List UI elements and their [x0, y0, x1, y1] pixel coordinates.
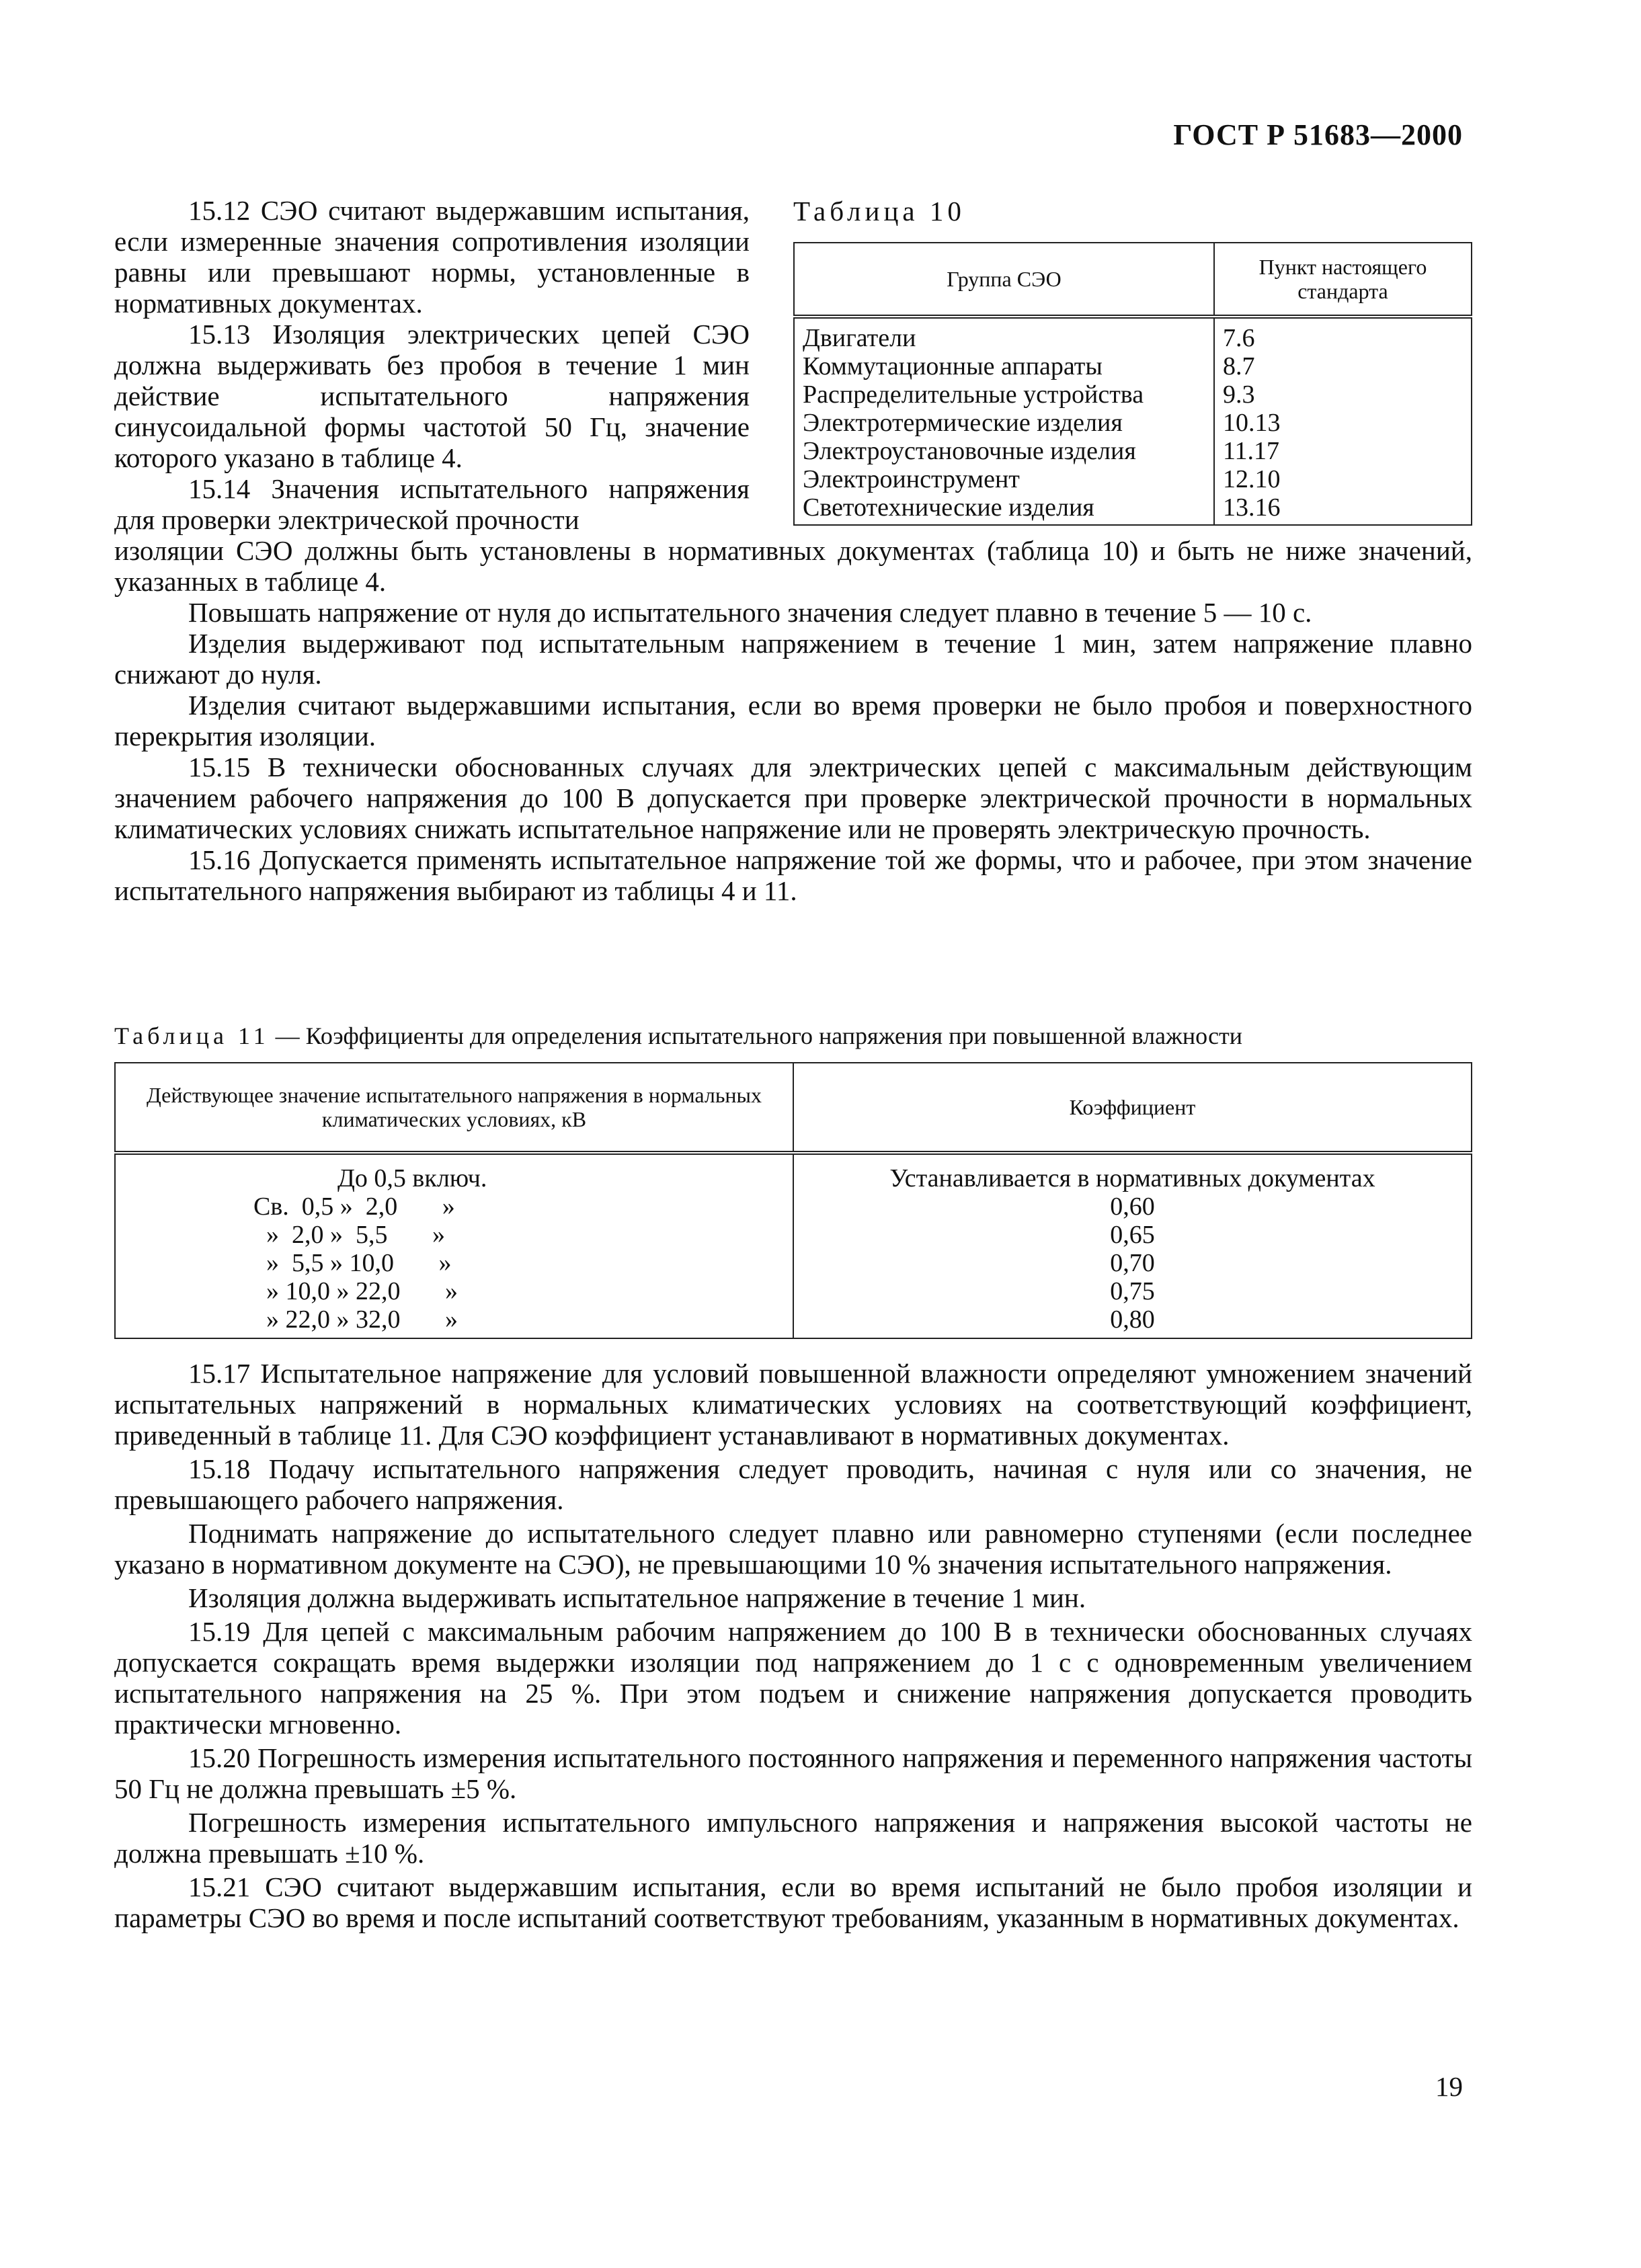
- section-15-12-15-14: [114, 195, 750, 535]
- table-11-caption-label: Таблица 11: [114, 1022, 270, 1049]
- table-row: [115, 1192, 1472, 1221]
- table-cell: 11.17: [1214, 437, 1472, 465]
- table-cell: Св. 0,5 » 2,0 »: [115, 1192, 793, 1221]
- table-11-caption-text: — Коэффициенты для определения испытательного напряжения при повышенной влажности: [269, 1022, 1243, 1049]
- table-cell: 9.3: [1214, 380, 1472, 409]
- table-row: [794, 465, 1472, 493]
- paragraph: 15.15 В технически обоснованных случаях для электрических цепей с максимальным действующим значением рабочего напряжения до 100 В допускается при проверке электрической прочности в нормальных климатических условиях снижать испытательное напряжение или не проверять электрическую прочность.: [114, 752, 1472, 844]
- table-header-cell: Группа СЭО: [794, 243, 1214, 317]
- table-cell: » 2,0 » 5,5 »: [115, 1221, 793, 1249]
- paragraph: Поднимать напряжение до испытательного следует плавно или равномерно ступенями (если последнее указано в нормативном документе на СЭО), не превышающими 10 % значения испытательного напряжения.: [114, 1518, 1472, 1580]
- table-cell: Двигатели: [794, 317, 1214, 352]
- table-cell: Светотехнические изделия: [794, 493, 1214, 525]
- table-cell: 0,60: [793, 1192, 1472, 1221]
- paragraph: 15.21 СЭО считают выдержавшим испытания, если во время испытаний не было пробоя изоляции и параметры СЭО во время и после испытаний соответствуют требованиям, указанным в нормативных документах.: [114, 1871, 1472, 1933]
- table-row: [115, 1221, 1472, 1249]
- paragraph: 15.12 СЭО считают выдержавшим испытания, если измеренные значения сопротивления изоляции равны или превышают нормы, установленные в нормативных документах.: [114, 195, 750, 319]
- table-row: [115, 1277, 1472, 1305]
- table-cell: 10.13: [1214, 409, 1472, 437]
- table-row: [115, 1305, 1472, 1338]
- table-cell: Электротермические изделия: [794, 409, 1214, 437]
- table-row: [794, 409, 1472, 437]
- table-header-cell: Коэффициент: [793, 1063, 1472, 1153]
- document-header: ГОСТ Р 51683—2000: [1173, 118, 1463, 151]
- table-cell: 13.16: [1214, 493, 1472, 525]
- table-10-caption: Таблица 10: [793, 196, 965, 227]
- table-11: [114, 1062, 1472, 1339]
- table-cell: Распределительные устройства: [794, 380, 1214, 409]
- table-cell: Электроинструмент: [794, 465, 1214, 493]
- table-cell: » 10,0 » 22,0 »: [115, 1277, 793, 1305]
- table-cell: 0,80: [793, 1305, 1472, 1338]
- paragraph: Погрешность измерения испытательного импульсного напряжения и напряжения высокой частоты не должна превышать ±10 %.: [114, 1807, 1472, 1869]
- table-header-cell: Пункт настоящего стандарта: [1214, 243, 1472, 317]
- table-10: [793, 242, 1472, 526]
- paragraph: 15.18 Подачу испытательного напряжения следует проводить, начиная с нуля или со значения, не превышающего рабочего напряжения.: [114, 1453, 1472, 1515]
- paragraph-continuation: изоляции СЭО должны быть установлены в нормативных документах (таблица 10) и быть не ниже значений, указанных в таблице 4.: [114, 535, 1472, 597]
- table-cell: » 5,5 » 10,0 »: [115, 1249, 793, 1277]
- paragraph: Изделия считают выдержавшими испытания, если во время проверки не было пробоя и поверхностного перекрытия изоляции.: [114, 690, 1472, 752]
- table-row: [794, 493, 1472, 525]
- table-cell: Коммутационные аппараты: [794, 352, 1214, 380]
- table-row: [115, 1153, 1472, 1192]
- table-cell: 0,70: [793, 1249, 1472, 1277]
- table-cell: 7.6: [1214, 317, 1472, 352]
- table-cell: 12.10: [1214, 465, 1472, 493]
- paragraph: 15.13 Изоляция электрических цепей СЭО должна выдерживать без пробоя в течение 1 мин действие испытательного напряжения синусоидальной формы частотой 50 Гц, значение которого указано в таблице 4.: [114, 319, 750, 473]
- table-cell: 0,75: [793, 1277, 1472, 1305]
- paragraph: Изоляция должна выдерживать испытательное напряжение в течение 1 мин.: [188, 1582, 1086, 1613]
- table-row: [115, 1249, 1472, 1277]
- paragraph: 15.19 Для цепей с максимальным рабочим напряжением до 100 В в технически обоснованных случаях допускается сокращать время выдержки изоляции под напряжением до 1 с с одновременным увеличением испытательного напряжения на 25 %. При этом подъем и снижение напряжения допускается проводить практически мгновенно.: [114, 1616, 1472, 1740]
- paragraph: 15.17 Испытательное напряжение для условий повышенной влажности определяют умножением значений испытательных напряжений в нормальных климатических условиях на соответствующий коэффициент, приведенный в таблице 11. Для СЭО коэффициент устанавливают в нормативных документах.: [114, 1358, 1472, 1451]
- table-header-cell: Действующее значение испытательного напряжения в нормальных климатических условиях, кВ: [115, 1063, 793, 1153]
- paragraph: Повышать напряжение от нуля до испытательного значения следует плавно в течение 5 — 10 с.: [188, 597, 1312, 628]
- section-15-14-15-16: [114, 535, 1472, 906]
- section-15-17-15-21: [114, 1358, 1472, 1936]
- paragraph: 15.20 Погрешность измерения испытательного постоянного напряжения и переменного напряжения частоты 50 Гц не должна превышать ±5 %.: [114, 1742, 1472, 1804]
- table-header-row: [115, 1063, 1472, 1153]
- paragraph: Изделия выдерживают под испытательным напряжением в течение 1 мин, затем напряжение плавно снижают до нуля.: [114, 628, 1472, 690]
- table-cell: 0,65: [793, 1221, 1472, 1249]
- table-cell: » 22,0 » 32,0 »: [115, 1305, 793, 1338]
- table-cell: До 0,5 включ.: [115, 1153, 793, 1192]
- paragraph: 15.14 Значения испытательного напряжения для проверки электрической прочности: [114, 473, 750, 535]
- table-row: [794, 437, 1472, 465]
- paragraph: 15.16 Допускается применять испытательное напряжение той же формы, что и рабочее, при этом значение испытательного напряжения выбирают из таблицы 4 и 11.: [114, 844, 1472, 906]
- table-11-caption: [114, 1022, 1472, 1050]
- table-row: [794, 380, 1472, 409]
- table-cell: Электроустановочные изделия: [794, 437, 1214, 465]
- table-row: [794, 317, 1472, 352]
- page-number: 19: [1435, 2071, 1463, 2102]
- table-row: [794, 352, 1472, 380]
- table-cell: Устанавливается в нормативных документах: [793, 1153, 1472, 1192]
- table-header-row: [794, 243, 1472, 317]
- table-cell: 8.7: [1214, 352, 1472, 380]
